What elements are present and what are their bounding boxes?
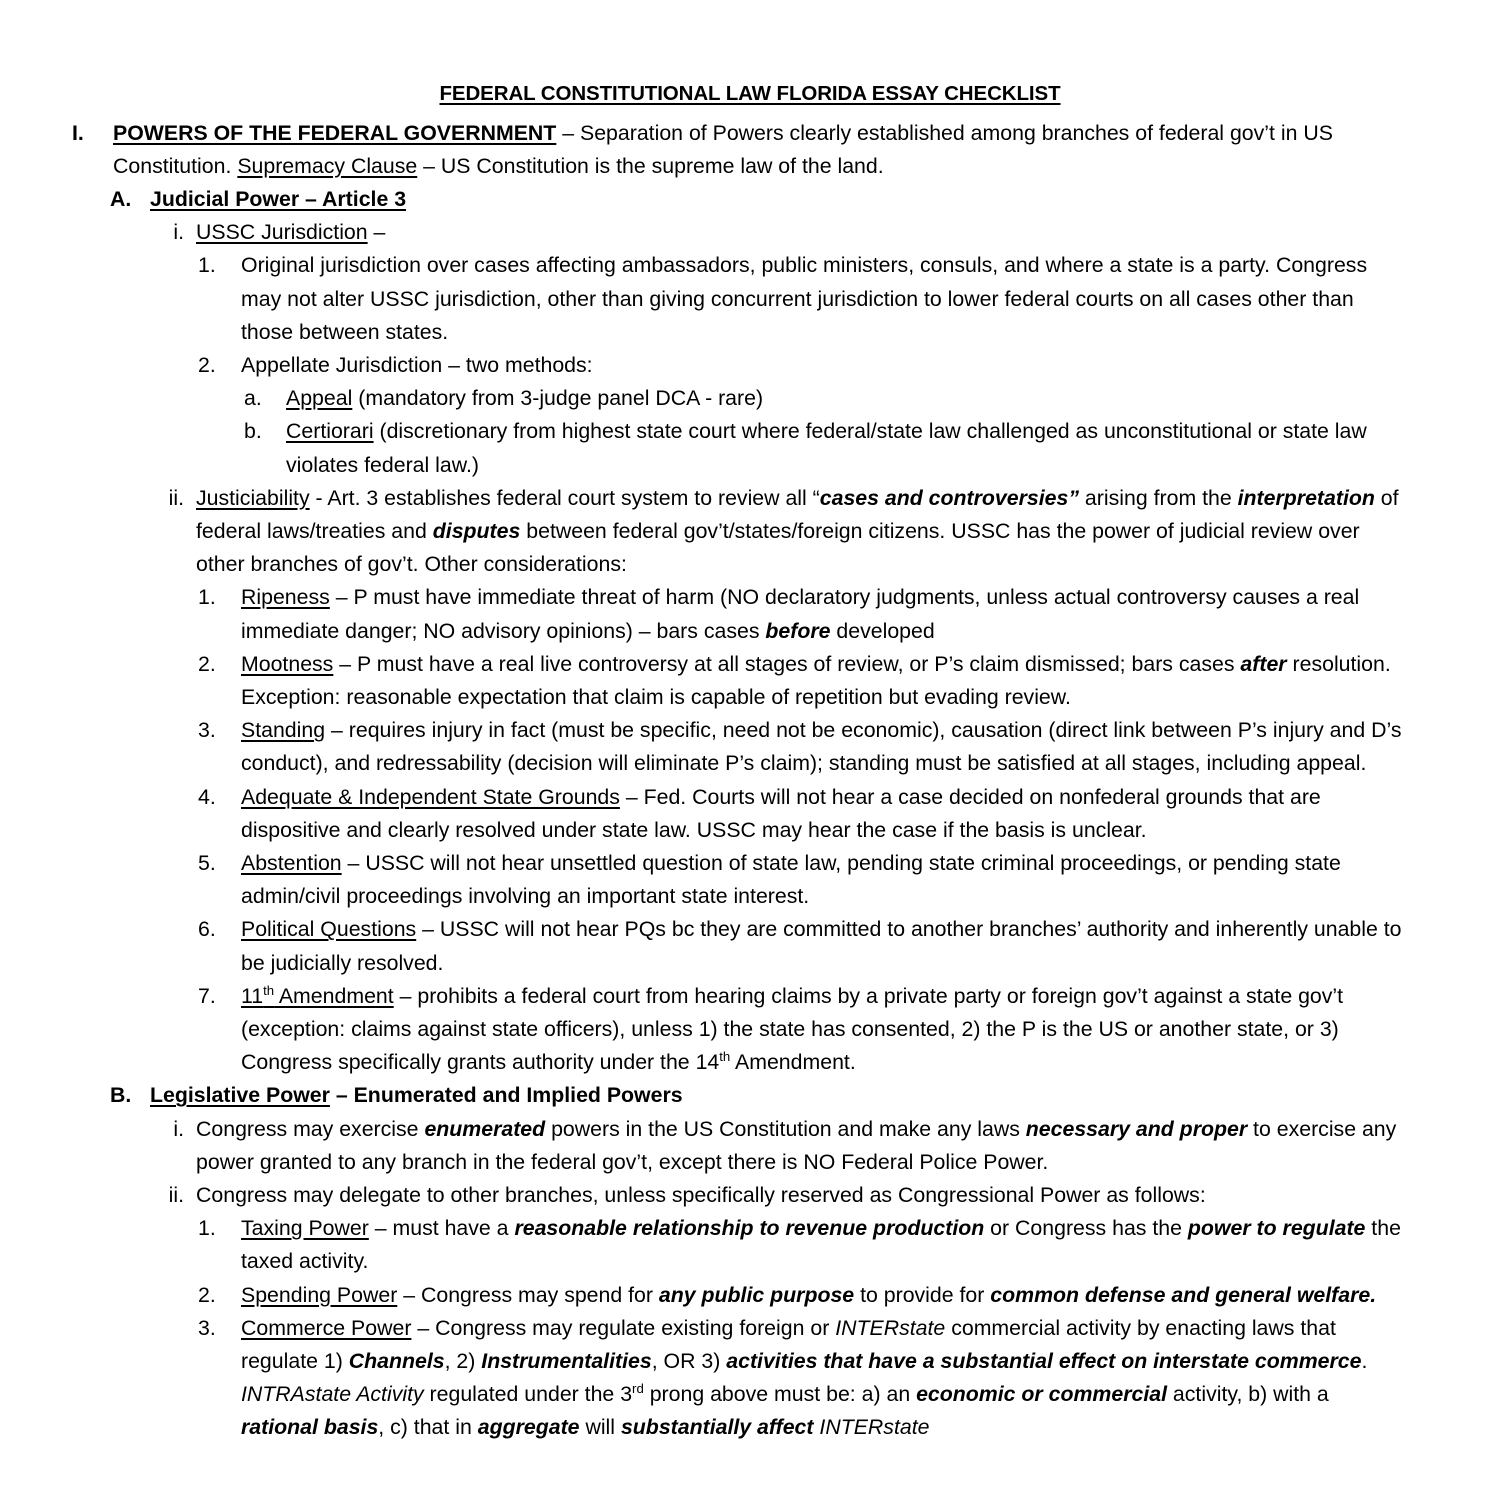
outline-marker: I. xyxy=(72,120,84,145)
outline-item xyxy=(198,714,1440,780)
outline-text: Political Questions – USSC will not hear PQs bc they are committed to another branches’ authority and inherently unable to be judicially resolved. xyxy=(241,917,1402,975)
outline-item xyxy=(110,1079,1440,1112)
outline-marker: 1. xyxy=(198,253,216,278)
outline-marker: 2. xyxy=(198,352,216,377)
outline-item xyxy=(198,980,1440,1080)
outline-list xyxy=(0,105,1500,1445)
outline-item xyxy=(150,482,1440,582)
outline-text: Taxing Power – must have a reasonable relationship to revenue production or Congress has the power to regulate the taxed activity. xyxy=(241,1216,1401,1274)
outline-marker: 3. xyxy=(198,718,216,743)
outline-marker: a. xyxy=(244,386,262,411)
outline-marker: 1. xyxy=(198,1216,216,1241)
outline-marker: i. xyxy=(173,1116,184,1141)
outline-item xyxy=(110,183,1440,216)
outline-marker: i. xyxy=(173,220,184,245)
outline-text: Judicial Power – Article 3 xyxy=(150,186,407,211)
outline-text: Appellate Jurisdiction – two methods: xyxy=(241,352,593,377)
outline-text: Congress may exercise enumerated powers in the US Constitution and make any laws necessary and proper to exercise any power granted to any branch in the federal gov’t, except there is NO Federal Police Power. xyxy=(196,1116,1397,1174)
outline-item xyxy=(198,648,1440,714)
outline-marker: B. xyxy=(110,1083,132,1108)
outline-marker: 2. xyxy=(198,651,216,676)
outline-text: 11th Amendment – prohibits a federal court from hearing claims by a private party or foreign gov’t against a state gov’t (exception: claims against state officers), unless 1) the state has consented, 2) the P is the US or another state, or 3) Congress specifically grants authority under the 14th Amendment. xyxy=(241,982,1344,1075)
outline-marker: ii. xyxy=(168,1183,184,1207)
outline-item xyxy=(198,847,1440,913)
outline-text: Abstention – USSC will not hear unsettled question of state law, pending state criminal proceedings, or pending state admin/civil proceedings involving an important state interest. xyxy=(241,850,1341,909)
outline-item xyxy=(150,1113,1440,1179)
outline-item xyxy=(198,781,1440,847)
outline-text: Certiorari (discretionary from highest state court where federal/state law challenged as unconstitutional or state law violates federal law.) xyxy=(286,419,1367,477)
outline-marker: 3. xyxy=(198,1315,216,1340)
outline-text: Legislative Power – Enumerated and Implied Powers xyxy=(150,1083,683,1108)
outline-text: Spending Power – Congress may spend for any public purpose to provide for common defense and general welfare. xyxy=(241,1282,1377,1307)
outline-item xyxy=(198,1312,1440,1445)
outline-marker: 1. xyxy=(198,585,216,610)
outline-marker: b. xyxy=(244,419,262,444)
outline-item xyxy=(198,1212,1440,1278)
page-title xyxy=(0,0,1500,105)
outline-text: Commerce Power – Congress may regulate existing foreign or INTERstate commercial activity by enacting laws that regulate 1) Channels, 2) Instrumentalities, OR 3) activities that have a substantial effect on interstate commerce. INTRAstate Activity regulated under the 3rd prong above must be: a) an economic or commercial activity, b) with a rational basis, c) that in aggregate will substantially affect INTERstate xyxy=(241,1315,1368,1440)
outline-text: Adequate & Independent State Grounds – Fed. Courts will not hear a case decided on nonfederal grounds that are dispositive and clearly resolved under state law. USSC may hear the case if the basis is unclear. xyxy=(241,784,1321,842)
outline-item xyxy=(244,415,1440,481)
outline-text: Congress may delegate to other branches, unless specifically reserved as Congressional Power as follows: xyxy=(196,1183,1206,1207)
outline-item xyxy=(72,117,1440,183)
outline-text: Ripeness – P must have immediate threat of harm (NO declaratory judgments, unless actual controversy causes a real immediate danger; NO advisory opinions) – bars cases before developed xyxy=(241,585,1360,643)
outline-text: Appeal (mandatory from 3-judge panel DCA - rare) xyxy=(286,386,764,411)
outline-marker: 4. xyxy=(198,784,216,809)
outline-text: USSC Jurisdiction – xyxy=(196,220,386,245)
outline-item xyxy=(198,249,1440,349)
outline-text: Mootness – P must have a real live controversy at all stages of review, or P’s claim dismissed; bars cases after resolution. Exception: reasonable expectation that claim is capable of repetition but evading review. xyxy=(241,651,1391,709)
outline-item xyxy=(198,913,1440,979)
outline-text: Standing – requires injury in fact (must be specific, need not be economic), causation (direct link between P’s injury and D’s conduct), and redressability (decision will eliminate P’s claim); standing must be satisfied at all stages, including appeal. xyxy=(241,718,1402,776)
outline-item xyxy=(150,216,1440,249)
outline-marker: 5. xyxy=(198,850,216,875)
outline-marker: 2. xyxy=(198,1282,216,1307)
outline-item xyxy=(198,1279,1440,1312)
outline-item xyxy=(198,349,1440,382)
outline-item xyxy=(150,1179,1440,1212)
outline-text: POWERS OF THE FEDERAL GOVERNMENT – Separation of Powers clearly established among branches of federal gov’t in US Constitution. Supremacy Clause – US Constitution is the supreme law of the land. xyxy=(113,120,1333,178)
outline-marker: 7. xyxy=(198,983,216,1008)
outline-text: Justiciability - Art. 3 establishes federal court system to review all “cases and controversies” arising from the interpretation of federal laws/treaties and disputes between federal gov’t/states/foreign citizens. USSC has the power of judicial review over other branches of gov’t. Other considerations: xyxy=(196,485,1399,577)
outline-marker: A. xyxy=(110,186,132,211)
outline-item xyxy=(244,382,1440,415)
page-title-text: FEDERAL CONSTITUTIONAL LAW FLORIDA ESSAY CHECKLIST xyxy=(439,82,1061,105)
outline-item xyxy=(198,581,1440,647)
outline-text: Original jurisdiction over cases affecting ambassadors, public ministers, consuls, and where a state is a party. Congress may not alter USSC jurisdiction, other than giving concurrent jurisdiction to lower federal courts on all cases other than those between states. xyxy=(241,253,1368,344)
outline-marker: ii. xyxy=(168,485,184,510)
outline-marker: 6. xyxy=(198,917,216,942)
